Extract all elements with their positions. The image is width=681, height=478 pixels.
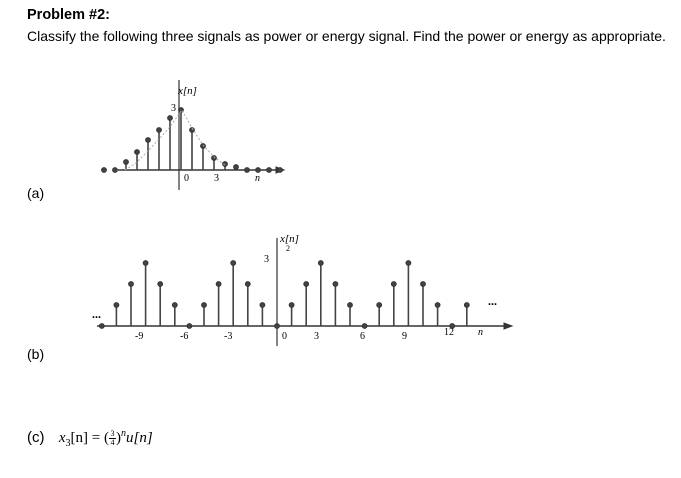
plot-a-tick-0: 0	[184, 173, 189, 184]
plot-b-stem-tip	[333, 282, 338, 287]
plot-a-stem-tip	[157, 128, 162, 133]
plot-b-ylabel-sub: 2	[286, 244, 290, 253]
part-c-lhs: x	[58, 430, 66, 446]
plot-b-stem-tip	[318, 261, 323, 266]
plot-b-stem-tip	[304, 282, 309, 287]
part-c-label: (c)	[27, 429, 45, 446]
plot-b-tick-3: 3	[314, 331, 319, 342]
plot-b-stem-tip	[114, 303, 119, 308]
plot-a-stem-tip	[146, 138, 151, 143]
plot-b-tick-neg9: -9	[135, 331, 144, 342]
problem-prompt: Classify the following three signals as power or energy signal. Find the power or energy as appropriate.	[27, 28, 666, 44]
plot-b-stem-tip	[202, 303, 207, 308]
plot-a-stem-tip	[212, 156, 217, 161]
plot-b-stem-tip	[275, 324, 280, 329]
plot-b-tick-12: 12	[444, 327, 454, 338]
plot-b-stem-tip	[391, 282, 396, 287]
plot-a-stem-tip	[278, 168, 283, 173]
plot-b-stem-tip	[158, 282, 163, 287]
plot-b-stem-tip	[289, 303, 294, 308]
part-c-equals: =	[88, 430, 104, 446]
plot-b-stem-tip	[129, 282, 134, 287]
part-c-exponent: n	[120, 428, 126, 439]
plot-b-stem-tip	[421, 282, 426, 287]
plot-b-tick-neg6: -6	[180, 331, 189, 342]
plot-a-stem-tip	[124, 160, 129, 165]
plot-b-stem-tip	[406, 261, 411, 266]
plot-a-stem-tip	[168, 116, 173, 121]
plot-a-stem-tip	[102, 168, 107, 173]
plot-b-stem-tip	[187, 324, 192, 329]
part-c-equation: (c) $x_3[n]$ = ( $\frac{3}{4}$ )$^n$u[n]	[27, 428, 153, 449]
plot-b-xlabel: n	[478, 327, 483, 338]
plot-b-tick-9: 9	[402, 331, 407, 342]
plot-b-stem-tip	[143, 261, 148, 266]
plot-b-tick-neg3: -3	[224, 331, 233, 342]
part-c-fraction	[109, 430, 116, 447]
plot-b-ellipsis-left: ...	[92, 307, 101, 321]
plot-b-stem-tip	[362, 324, 367, 329]
part-a-label: (a)	[27, 185, 45, 201]
plot-b-stems	[99, 261, 469, 329]
plot-a-stem-tip	[135, 150, 140, 155]
plot-b-stem-tip	[348, 303, 353, 308]
part-c-frac-den: 4	[110, 437, 115, 447]
plot-a-stems	[102, 108, 283, 173]
problem-title: Problem #2:	[27, 7, 110, 23]
plot-a-ylabel: x[n]	[178, 85, 197, 97]
plot-a-stem-tip	[234, 165, 239, 170]
plot-b-stem-tip	[260, 303, 265, 308]
plot-a-stem-tip	[113, 168, 118, 173]
plot-a-stem-tip	[201, 144, 206, 149]
plot-a-stem-tip	[267, 168, 272, 173]
plot-b-stem-tip	[216, 282, 221, 287]
plot-a-tick-3: 3	[214, 173, 219, 184]
plot-b-stem-tip	[377, 303, 382, 308]
plot-b-x-arrow	[504, 323, 512, 329]
plot-b-ylabel: x[n]	[280, 233, 299, 245]
part-c-frac-num: 3	[110, 428, 115, 438]
plot-b-stem-tip	[464, 303, 469, 308]
plot-b-tick-0: 0	[282, 331, 287, 342]
plot-b-stem-tip	[172, 303, 177, 308]
plot-a-peak-label: 3	[171, 103, 176, 114]
plot-b-stem-tip	[435, 303, 440, 308]
part-c-rhs-tail: u[n]	[125, 430, 153, 446]
plot-b-ellipsis-right: ...	[488, 294, 497, 308]
plot-a-stem-tip	[256, 168, 261, 173]
plot-b-tick-6: 6	[360, 331, 365, 342]
plot-b-stem-tip	[99, 324, 104, 329]
plot-a-envelope	[125, 110, 225, 170]
plot-a-xlabel: n	[255, 173, 260, 184]
plot-b-stem-tip	[231, 261, 236, 266]
part-b-label: (b)	[27, 346, 45, 362]
plot-b-stem-tip	[245, 282, 250, 287]
part-c-lhs-sub: 3	[65, 438, 71, 449]
plot-b-peak-label: 3	[264, 254, 269, 265]
part-c-lhs-arg: [n]	[70, 430, 89, 446]
plot-a-stem-tip	[245, 168, 250, 173]
